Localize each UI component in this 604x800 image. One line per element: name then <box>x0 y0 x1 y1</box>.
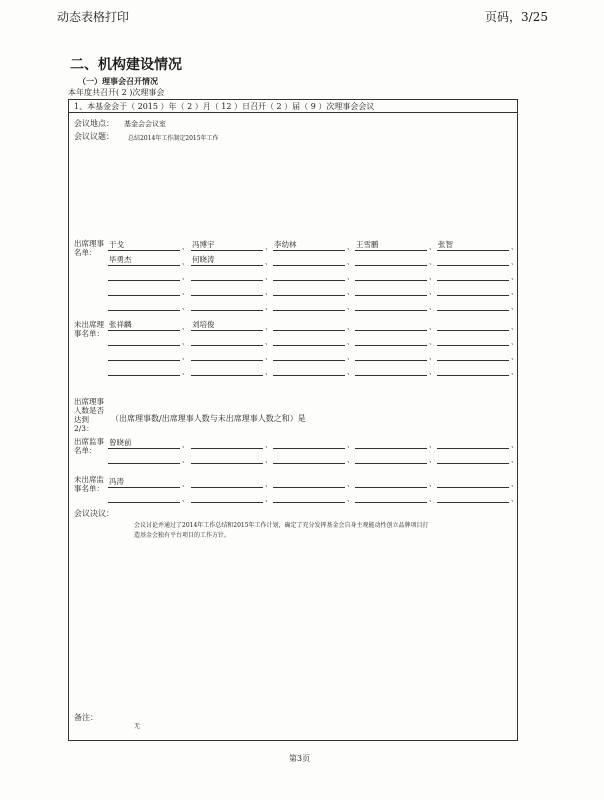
remarks-value: 无 <box>134 723 141 730</box>
separator-mark: 、 <box>347 338 354 346</box>
section-title: 二、机构建设情况 <box>70 57 182 73</box>
location-value: 基金会会议室 <box>124 120 166 128</box>
separator-mark: 、 <box>429 441 436 449</box>
separator-mark: 、 <box>182 323 189 331</box>
separator-mark: 、 <box>265 456 272 464</box>
page-indicator: 页码，3/25 <box>485 10 548 24</box>
attending-director-slot <box>273 269 345 281</box>
separator-mark: 、 <box>182 456 189 464</box>
ratio-label: 出席理事人数是否达到2/3： <box>74 397 104 433</box>
sub-title: （一）理事会召开情况 <box>78 76 158 86</box>
separator-mark: 、 <box>429 480 436 488</box>
absent-director-slot <box>437 364 509 376</box>
absent-supervisor-slot <box>191 476 263 488</box>
meeting-line-text: 1、本基金会于（ 2015 ）年（ 2 ）月（ 12 ）日召开（ 2 ）届（ 9 ）次理事会会议 <box>74 102 375 111</box>
separator-mark: 、 <box>347 441 354 449</box>
separator-mark: 、 <box>347 258 354 266</box>
absent-supervisors-label: 未出席监事名单： <box>74 475 104 493</box>
attending-director-slot <box>273 299 345 311</box>
absent-director-slot: 刘培俊 <box>191 319 263 331</box>
separator-mark: 、 <box>182 368 189 376</box>
attending-director-slot <box>191 299 263 311</box>
separator-mark: 、 <box>182 495 189 503</box>
attending-director-slot <box>355 254 427 266</box>
attending-director-slot <box>273 284 345 296</box>
absent-supervisor-slot <box>355 491 427 503</box>
separator-mark: 、 <box>182 303 189 311</box>
remarks-label: 备注： <box>74 713 98 722</box>
absent-supervisor-slot: 冯涛 <box>108 476 180 488</box>
separator-mark: 、 <box>265 495 272 503</box>
absent-supervisor-slot <box>437 491 509 503</box>
separator-mark: 、 <box>429 456 436 464</box>
absent-director-slot <box>191 364 263 376</box>
attending-director-slot <box>191 269 263 281</box>
separator-mark: 、 <box>429 243 436 251</box>
separator-mark: 、 <box>511 288 518 296</box>
header-title: 动态表格打印 <box>57 10 130 24</box>
attending-director-slot: 李幼林 <box>273 239 345 251</box>
attending-directors-label: 出席理事名单： <box>74 239 104 257</box>
separator-mark: 、 <box>265 243 272 251</box>
separator-mark: 、 <box>182 338 189 346</box>
separator-mark: 、 <box>429 323 436 331</box>
separator-mark: 、 <box>265 338 272 346</box>
separator-mark: 、 <box>265 323 272 331</box>
attending-director-slot <box>108 284 180 296</box>
attending-supervisor-slot <box>355 437 427 449</box>
separator-mark: 、 <box>182 258 189 266</box>
separator-mark: 、 <box>511 273 518 281</box>
separator-mark: 、 <box>347 480 354 488</box>
separator-mark: 、 <box>347 323 354 331</box>
attending-director-slot <box>355 284 427 296</box>
separator-mark: 、 <box>429 288 436 296</box>
separator-mark: 、 <box>182 288 189 296</box>
absent-director-slot <box>355 349 427 361</box>
topic-value: 总结2014年工作制定2015年工作 <box>128 135 219 142</box>
attending-supervisor-slot: 曾晓前 <box>108 437 180 449</box>
separator-mark: 、 <box>429 273 436 281</box>
attending-supervisor-slot <box>273 452 345 464</box>
attending-supervisor-slot <box>437 437 509 449</box>
separator-mark: 、 <box>511 368 518 376</box>
attending-supervisor-slot <box>355 452 427 464</box>
separator-mark: 、 <box>347 495 354 503</box>
absent-director-slot <box>355 319 427 331</box>
separator-mark: 、 <box>429 258 436 266</box>
separator-mark: 、 <box>265 441 272 449</box>
attending-director-slot: 毕勇杰 <box>108 254 180 266</box>
absent-supervisor-slot <box>355 476 427 488</box>
attending-director-slot: 王雪鹏 <box>355 239 427 251</box>
attending-director-slot <box>437 269 509 281</box>
absent-director-slot <box>437 334 509 346</box>
separator-mark: 、 <box>265 368 272 376</box>
absent-directors-label: 未出席理事名单： <box>74 320 104 338</box>
location-label: 会议地点： <box>74 119 114 128</box>
absent-director-slot <box>191 334 263 346</box>
separator-mark: 、 <box>429 338 436 346</box>
separator-mark: 、 <box>265 353 272 361</box>
separator-mark: 、 <box>511 353 518 361</box>
attending-director-slot <box>273 254 345 266</box>
separator-mark: 、 <box>429 353 436 361</box>
separator-mark: 、 <box>265 258 272 266</box>
attending-supervisor-slot <box>273 437 345 449</box>
attending-supervisors-label: 出席监事名单： <box>74 437 104 455</box>
separator-mark: 、 <box>511 258 518 266</box>
separator-mark: 、 <box>265 480 272 488</box>
separator-mark: 、 <box>347 288 354 296</box>
separator-mark: 、 <box>265 288 272 296</box>
absent-director-slot: 张祥麟 <box>108 319 180 331</box>
attending-director-slot: 张智 <box>437 239 509 251</box>
absent-supervisor-slot <box>191 491 263 503</box>
separator-mark: 、 <box>511 243 518 251</box>
absent-supervisor-slot <box>108 491 180 503</box>
separator-mark: 、 <box>511 323 518 331</box>
attending-director-slot <box>437 254 509 266</box>
separator-mark: 、 <box>429 368 436 376</box>
separator-mark: 、 <box>265 303 272 311</box>
resolution-text: 会议讨论并通过了2014年工作总结和2015年工作计划，确定了充分发挥基金会自身主观能动性创立品牌项目打造基金会独有平台项目的工作方针。 <box>134 522 429 539</box>
attending-director-slot <box>355 299 427 311</box>
attending-supervisor-slot <box>108 452 180 464</box>
attending-director-slot: 何晓涛 <box>191 254 263 266</box>
absent-director-slot <box>437 319 509 331</box>
separator-mark: 、 <box>347 303 354 311</box>
separator-mark: 、 <box>347 353 354 361</box>
separator-mark: 、 <box>182 480 189 488</box>
absent-supervisor-slot <box>273 491 345 503</box>
separator-mark: 、 <box>511 456 518 464</box>
absent-director-slot <box>273 349 345 361</box>
absent-director-slot <box>108 334 180 346</box>
separator-mark: 、 <box>347 368 354 376</box>
attending-director-slot: 冯博宇 <box>191 239 263 251</box>
resolution-label: 会议决议： <box>74 509 114 518</box>
absent-supervisor-slot <box>437 476 509 488</box>
absent-director-slot <box>437 349 509 361</box>
attending-director-slot <box>108 269 180 281</box>
attending-director-slot <box>437 284 509 296</box>
ratio-note: （出席理事数/出席理事人数与未出席理事人数之和）是 <box>111 414 306 423</box>
attending-director-slot <box>437 299 509 311</box>
attending-director-slot <box>355 269 427 281</box>
attending-director-slot <box>191 284 263 296</box>
attending-director-slot: 于戈 <box>108 239 180 251</box>
absent-director-slot <box>108 364 180 376</box>
absent-director-slot <box>273 364 345 376</box>
absent-director-slot <box>191 349 263 361</box>
topic-label: 会议议题： <box>74 132 114 141</box>
attending-supervisor-slot <box>191 452 263 464</box>
attending-director-slot <box>108 299 180 311</box>
footer-page-number: 第3页 <box>289 754 311 763</box>
absent-director-slot <box>273 334 345 346</box>
meeting-count: 本年度共召开( 2 )次理事会 <box>68 88 165 97</box>
separator-mark: 、 <box>429 303 436 311</box>
separator-mark: 、 <box>265 273 272 281</box>
absent-director-slot <box>108 349 180 361</box>
separator-mark: 、 <box>511 480 518 488</box>
separator-mark: 、 <box>429 495 436 503</box>
separator-mark: 、 <box>347 243 354 251</box>
absent-director-slot <box>355 364 427 376</box>
separator-mark: 、 <box>347 273 354 281</box>
attending-supervisor-slot <box>191 437 263 449</box>
separator-mark: 、 <box>511 303 518 311</box>
separator-mark: 、 <box>511 495 518 503</box>
absent-director-slot <box>273 319 345 331</box>
separator-mark: 、 <box>347 456 354 464</box>
separator-mark: 、 <box>182 353 189 361</box>
attending-supervisor-slot <box>437 452 509 464</box>
separator-mark: 、 <box>182 273 189 281</box>
separator-mark: 、 <box>182 243 189 251</box>
separator-mark: 、 <box>511 441 518 449</box>
absent-supervisor-slot <box>273 476 345 488</box>
absent-director-slot <box>355 334 427 346</box>
separator-mark: 、 <box>511 338 518 346</box>
separator-mark: 、 <box>182 441 189 449</box>
